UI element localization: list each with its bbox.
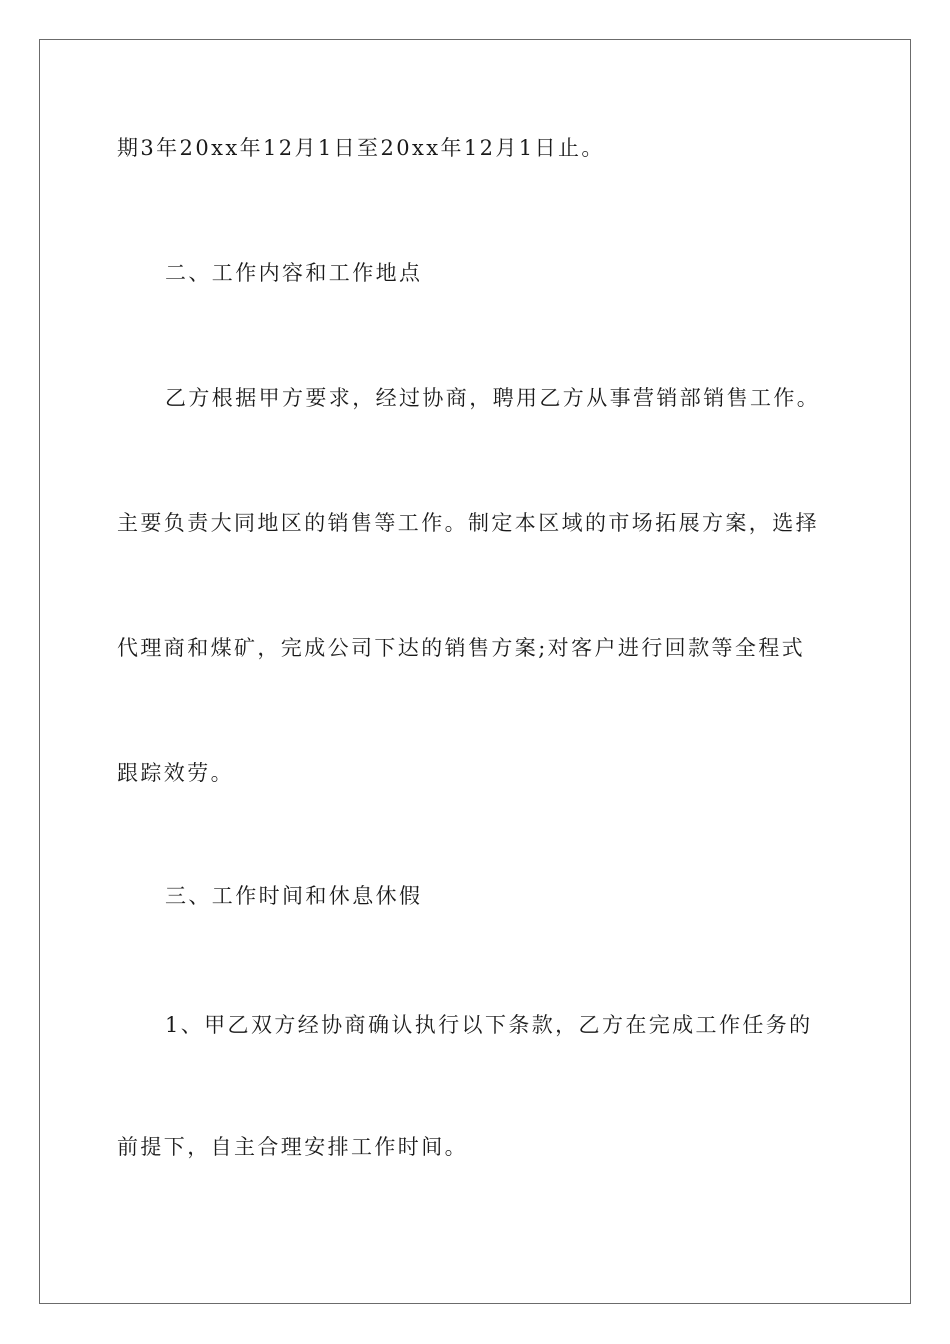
paragraph-line-hiring: 乙方根据甲方要求，经过协商，聘用乙方从事营销部销售工作。 — [165, 386, 821, 410]
section-heading-work-content: 二、工作内容和工作地点 — [165, 261, 423, 285]
page-border — [39, 39, 911, 1304]
section-heading-work-time: 三、工作时间和休息休假 — [165, 884, 423, 908]
paragraph-line-tracking: 跟踪效劳。 — [117, 761, 234, 785]
paragraph-line-agents: 代理商和煤矿，完成公司下达的销售方案;对客户进行回款等全程式 — [117, 636, 806, 660]
paragraph-line-responsibility: 主要负责大同地区的销售等工作。制定本区域的市场拓展方案，选择 — [117, 511, 819, 535]
text-line-contract-period: 期3年20xx年12月1日至20xx年12月1日止。 — [117, 136, 605, 160]
paragraph-line-schedule: 前提下，自主合理安排工作时间。 — [117, 1135, 468, 1159]
paragraph-line-terms: 1、甲乙双方经协商确认执行以下条款，乙方在完成工作任务的 — [165, 1013, 813, 1037]
